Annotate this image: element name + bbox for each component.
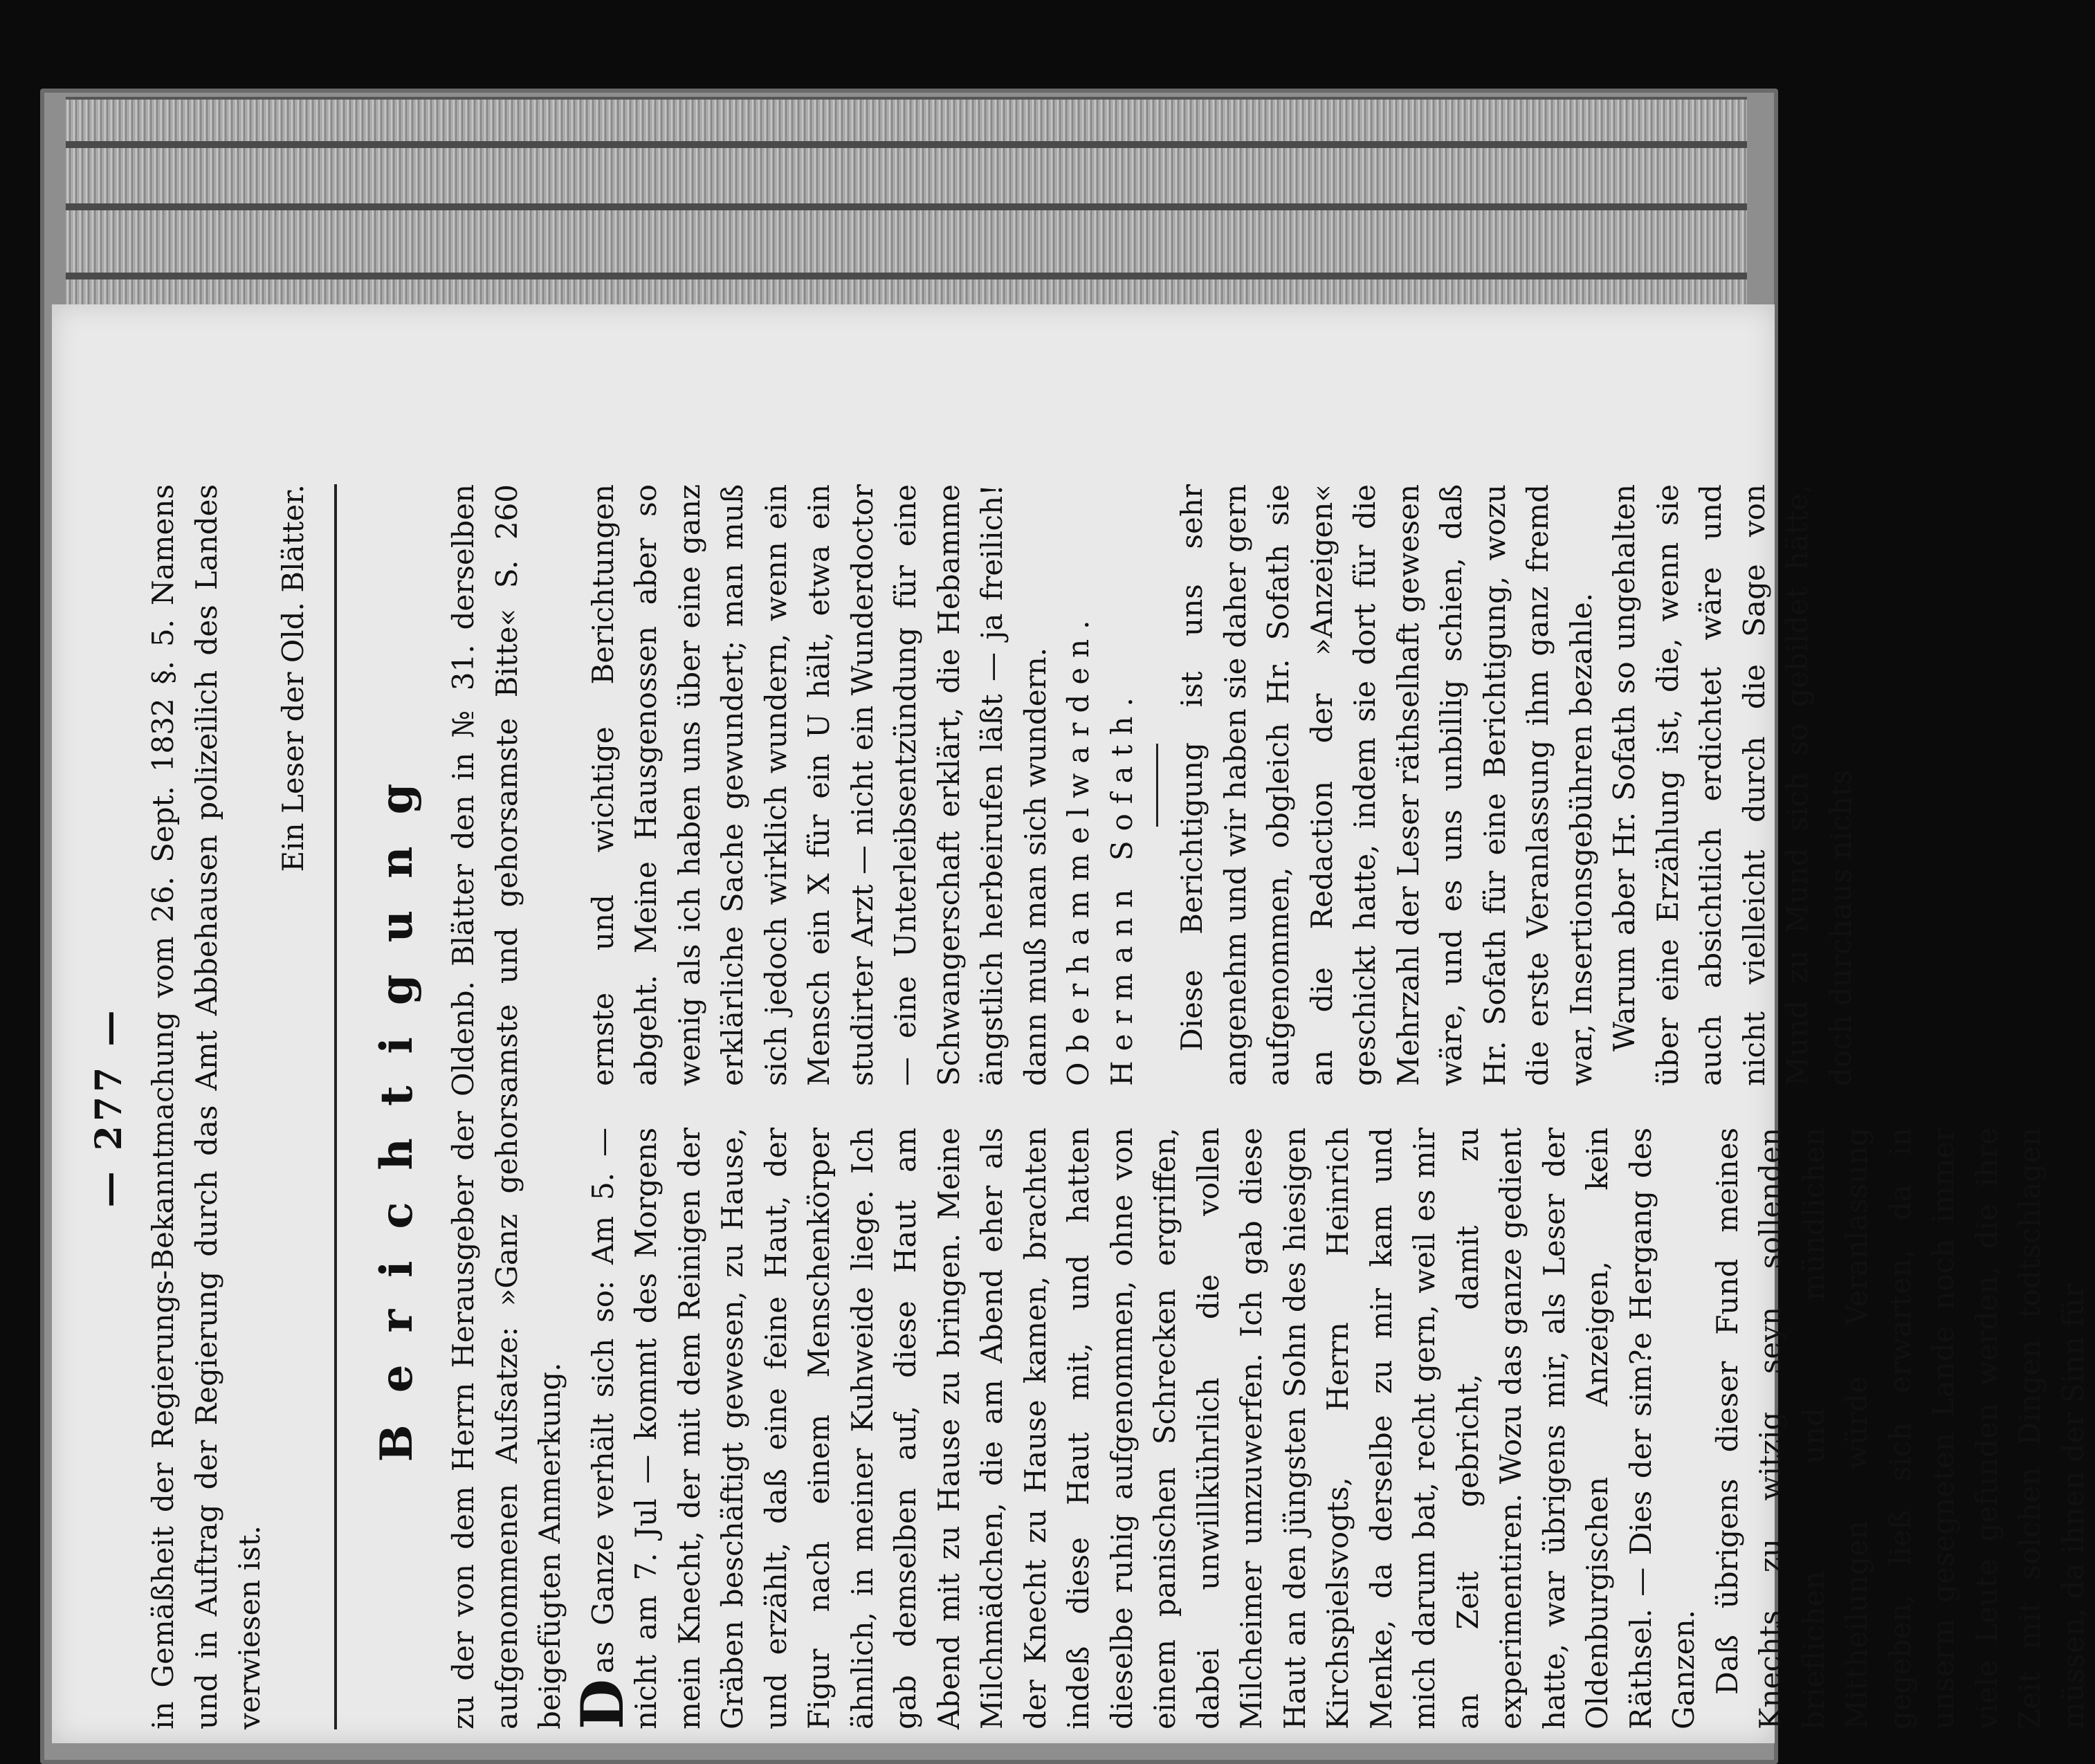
place-name: Oberhammelwarden. [1057,484,1101,1086]
right-paragraph-1: ernste und wichtige Berichtungen abgeht. Meine Hausgenossen aber so wenig als ich haben uns über eine ganz erklärliche Sache gewundert; man muß sich jedoch wirklich wundern, wenn ein Mensch ein X für ein U hält, etwa ein studirter Arzt — nicht ein Wunderdoctor — eine Unterleibsentzündung für eine Schwangerschaft erklärt, die Hebamme ängstlich herbeirufen läßt — ja freilich! dann muß man sich wundern. [582,484,1058,1086]
page-edges [66,97,1747,339]
edge-band [66,273,1747,279]
right-paragraph-2: Diese Berichtigung ist uns sehr angenehm und wir haben sie daher gern aufgenommen, obgleich Hr. Sofath sie an die Redaction der »Anzeigen« geschickt hatte, indem sie dort für die Mehrzahl der Leser räthselhaft gewesen wäre, und es uns unbillig schien, daß Hr. Sofath für eine Berichtigung, wozu die erste Veranlassung ihm ganz fremd war, Insertionsgebühren bezahle. [1171,484,1603,1086]
two-column-body [582,484,2095,1729]
top-signature: Ein Leser der Old. Blätter. [272,484,315,1729]
left-column [582,1128,2095,1729]
right-paragraph-3: Warum aber Hr. Sofath so ungehalten über eine Erzählung ist, die, wenn sie auch absichtlich erdichtet wäre und nicht vielleicht durch die Sage von Mund zu Mund sich so gebildet hätte, doch durchaus nichts [1603,484,1863,1086]
left-paragraph-1 [582,1128,1706,1729]
page-number: — 277 — [76,484,142,1729]
right-column [582,484,2095,1086]
short-divider [1156,744,1158,827]
top-paragraph: in Gemäßheit der Regierungs-Bekanntmachung vom 26. Sept. 1832 §. 5. Namens und in Auftrag der Regierung durch das Amt Abbehausen polizeilich des Landes verwiesen ist. [142,484,272,1729]
left-paragraph-2: Daß übrigens dieser Fund meines Knechts zu witzig seyn sollenden brieflichen und mündlichen Mittheilungen würde Veranlassung gegeben, ließ sich erwarten, da in unserm gesegneten Lande noch immer viele Leute gefunden werden, die ihre Zeit mit solchen Dingen todtschlagen müssen, da ihnen der Sinn für [1706,1128,2095,1729]
left-paragraph-1-text: as Ganze verhält sich so: Am 5. — nicht am 7. Jul — kommt des Morgens mein Knecht, der mit dem Reinigen der Gräben beschäftigt gewesen, zu Hause, und erzählt, daß eine feine Haut, der Figur nach einem Menschenkörper ähnlich, in meiner Kuhweide liege. Ich gab demselben auf, diese Haut am Abend mit zu Hause zu bringen. Meine Milchmädchen, die am Abend eher als der Knecht zu Hause kamen, brachten indeß diese Haut mit, und hatten dieselbe ruhig aufgenommen, ohne von einem panischen Schrecken ergriffen, dabei unwillkührlich die vollen Milcheimer umzuwerfen. Ich gab diese Haut an den jüngsten Sohn des hiesigen Kirchspielsvogts, Herrn Heinrich Menke, da derselbe zu mir kam und mich darum bat, recht gern, weil es mir an Zeit gebricht, damit zu experimentiren. Wozu das ganze gedient hatte, war übrigens mir, als Leser der Oldenburgischen Anzeigen, kein Räthsel. — Dies der sim?e Hergang des Ganzen. [586,1128,1701,1729]
author-signature: Hermann Sofath. [1101,484,1144,1086]
intro-paragraph: zu der von dem Herrn Herausgeber der Oldenb. Blätter den in № 31. derselben aufgenommenen Aufsatze: »Ganz gehorsamste und gehorsamste Bitte« S. 260 beigefügten Anmerkung. [442,484,572,1729]
edge-band [66,203,1747,210]
printed-page [76,484,1667,1729]
section-divider [334,484,337,1729]
edge-band [66,141,1747,148]
section-heading: Berichtigung [352,484,442,1729]
drop-cap: D [582,1679,623,1729]
